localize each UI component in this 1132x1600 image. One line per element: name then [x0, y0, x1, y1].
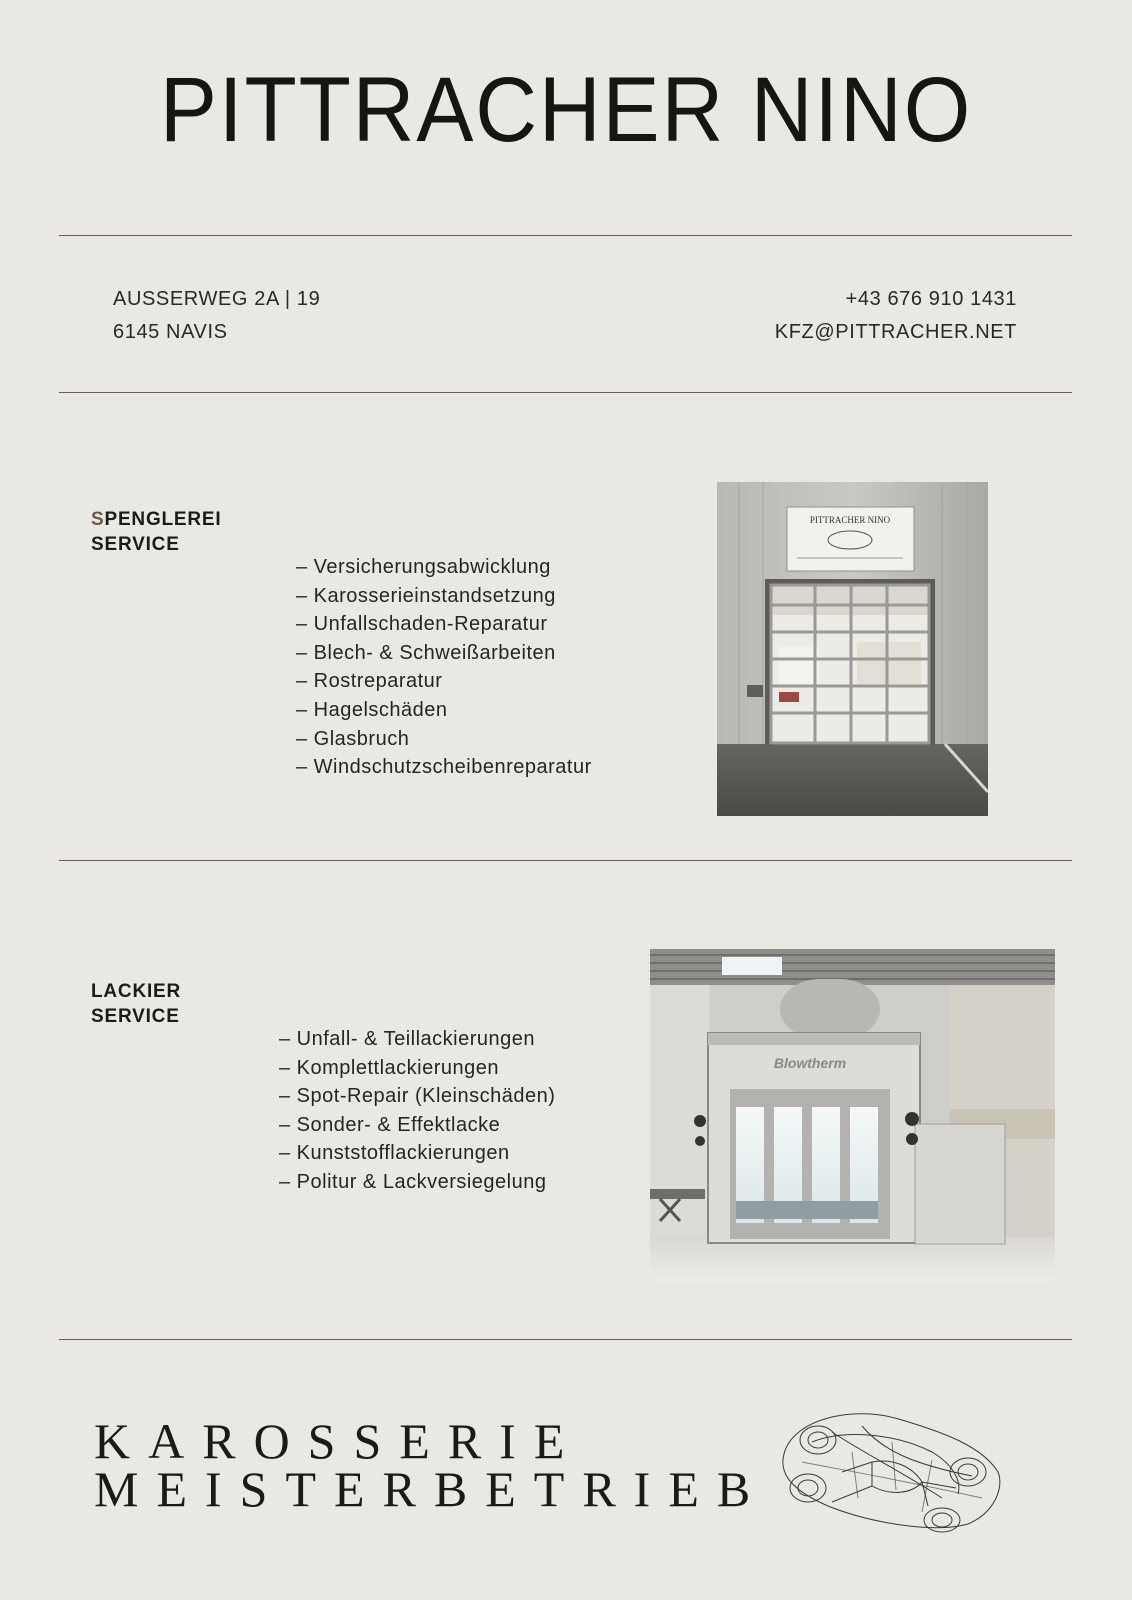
spenglerei-service-list [296, 553, 592, 782]
list-item: – Versicherungsabwicklung [296, 556, 551, 578]
list-item: – Windschutzscheibenreparatur [296, 756, 592, 779]
divider [59, 1339, 1072, 1340]
address-city: 6145 NAVIS [113, 321, 228, 343]
lackier-service-list [279, 1025, 555, 1197]
list-item: – Politur & Lackversiegelung [279, 1170, 547, 1193]
list-item: – Unfall- & Teillackierungen [279, 1028, 535, 1050]
address-block [113, 283, 320, 349]
title-line1: LACKIER [91, 981, 182, 1002]
title-line2: SERVICE [91, 534, 180, 555]
title-rest: PENGLEREI [104, 509, 222, 530]
tagline-line2: MEISTERBETRIEB [94, 1461, 769, 1517]
address-street: AUSSERWEG 2A | 19 [113, 288, 321, 310]
title-initial: S [91, 509, 105, 530]
contact-block [775, 283, 1017, 349]
phone-number[interactable]: +43 676 910 1431 [845, 288, 1017, 310]
paint-booth-image [650, 949, 1055, 1282]
paint-booth-photo [650, 949, 1055, 1282]
lackier-section-title [91, 979, 181, 1029]
workshop-entrance-image [717, 482, 988, 816]
workshop-entrance-photo [717, 482, 988, 816]
list-item: – Karosserieinstandsetzung [296, 584, 556, 607]
list-item: – Kunststofflackierungen [279, 1142, 510, 1165]
list-item: – Komplettlackierungen [279, 1056, 500, 1079]
divider [59, 392, 1072, 393]
list-item: – Glasbruch [296, 727, 410, 750]
sign-text: PITTRACHER NINO [809, 515, 891, 525]
list-item: – Hagelschäden [296, 698, 448, 721]
list-item: – Sonder- & Effektlacke [279, 1113, 501, 1136]
booth-brand-text: Blowtherm [773, 1055, 847, 1071]
email-address[interactable]: KFZ@PITTRACHER.NET [774, 321, 1017, 343]
list-item: – Rostreparatur [296, 670, 443, 693]
page-title: PITTRACHER NINO [159, 59, 973, 161]
tagline-line1: KAROSSERIE [94, 1413, 583, 1469]
list-item: – Unfallschaden-Reparatur [296, 613, 548, 636]
divider [59, 235, 1072, 236]
footer-tagline [94, 1413, 769, 1517]
spenglerei-section-title [91, 507, 221, 557]
divider [59, 860, 1072, 861]
car-wireframe-icon [772, 1402, 1008, 1536]
list-item: – Spot-Repair (Kleinschäden) [279, 1085, 556, 1108]
list-item: – Blech- & Schweißarbeiten [296, 641, 556, 664]
title-line2: SERVICE [91, 1006, 180, 1027]
